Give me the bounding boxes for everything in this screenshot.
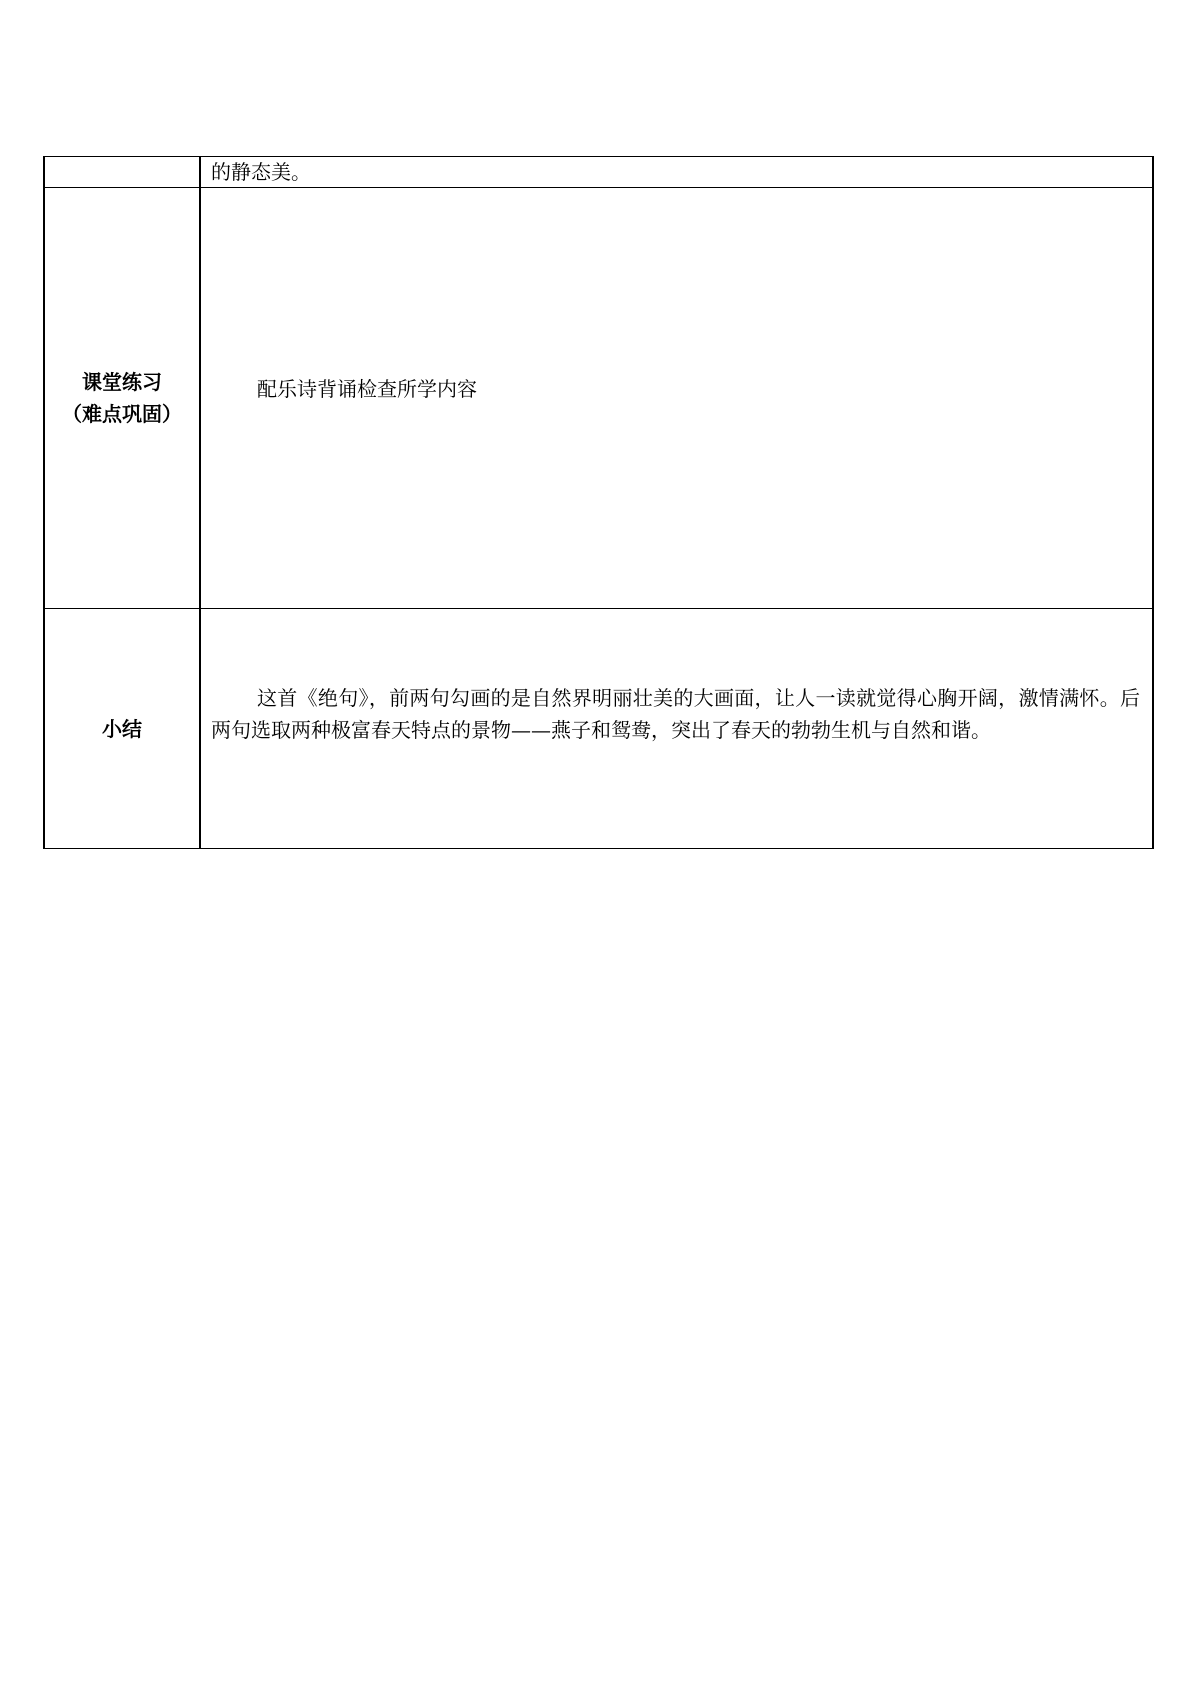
continuation-label-cell (44, 157, 200, 188)
table-row-practice (44, 188, 1153, 609)
practice-label-line2: （难点巩固） (62, 402, 182, 426)
lesson-plan-table (43, 156, 1154, 849)
summary-text: 这首《绝句》，前两句勾画的是自然界明丽壮美的大画面，让人一读就觉得心胸开阔，激情满怀。后两句选取两种极富春天特点的景物——燕子和鸳鸯，突出了春天的勃勃生机与自然和谐。 (211, 686, 1140, 742)
practice-content-cell (200, 188, 1153, 609)
practice-text: 配乐诗背诵检查所学内容 (257, 377, 477, 401)
practice-label-cell (44, 188, 200, 609)
practice-label-line1: 课堂练习 (82, 370, 162, 394)
table-row-continuation (44, 157, 1153, 188)
summary-label-cell: 小结 (44, 609, 200, 849)
summary-content-cell (200, 609, 1153, 849)
continuation-content-cell (200, 157, 1153, 188)
continuation-text: 的静态美。 (211, 160, 311, 184)
table-row-summary (44, 609, 1153, 849)
